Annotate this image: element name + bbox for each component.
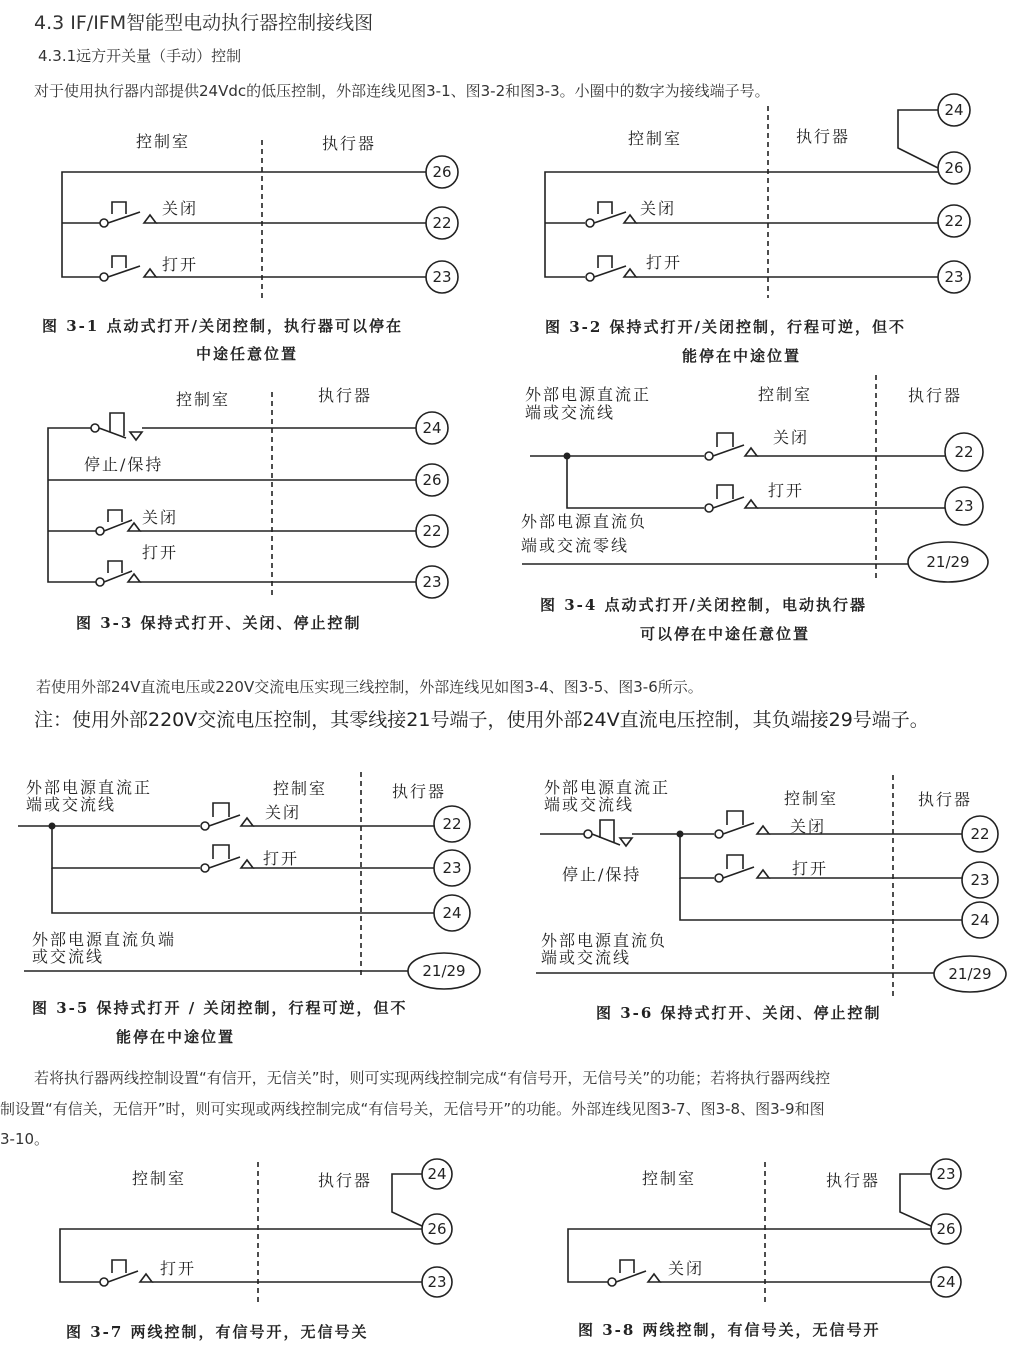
two-wire-paragraph-line-3: 3-10。 — [0, 1130, 50, 1148]
open-label: 打开 — [646, 253, 683, 272]
terminal-21-29: 21/29 — [422, 962, 466, 980]
ext-negative-label: 外部电源直流负端 — [32, 930, 177, 949]
figure-3-4 — [521, 375, 988, 643]
control-room-label: 控制室 — [273, 779, 328, 798]
terminal-22: 22 — [954, 443, 974, 461]
terminal-22: 22 — [944, 212, 964, 230]
actuator-label: 执行器 — [318, 386, 373, 405]
terminal-24: 24 — [944, 101, 964, 119]
terminal-23: 23 — [954, 497, 974, 515]
terminal-24: 24 — [970, 911, 990, 929]
ext-positive-label-cont: 端或交流线 — [544, 795, 635, 814]
terminal-22: 22 — [422, 522, 442, 540]
ext-negative-label: 外部电源直流负 — [541, 931, 668, 950]
terminal-22: 22 — [970, 825, 990, 843]
figure-caption-cont: 能停在中途位置 — [116, 1028, 236, 1046]
close-label: 关闭 — [640, 199, 677, 218]
open-label: 打开 — [162, 255, 199, 274]
terminal-23: 23 — [936, 1165, 956, 1183]
actuator-label: 执行器 — [908, 386, 963, 405]
figure-caption-cont: 能停在中途位置 — [682, 347, 802, 365]
close-label: 关闭 — [265, 803, 302, 822]
control-room-label: 控制室 — [132, 1169, 187, 1188]
figure-caption-cont: 中途任意位置 — [196, 345, 299, 363]
figure-caption: 图 3-3 保持式打开、关闭、停止控制 — [76, 614, 362, 632]
open-label: 打开 — [792, 859, 829, 878]
figure-caption-cont: 可以停在中途任意位置 — [640, 625, 811, 643]
control-room-label: 控制室 — [136, 132, 191, 151]
note-paragraph: 注：使用外部220V交流电压控制，其零线接21号端子，使用外部24V直流电压控制，其负端接29号端子。 — [34, 709, 929, 731]
figure-caption: 图 3-7 两线控制，有信号开，无信号关 — [66, 1323, 369, 1341]
figure-3-3 — [48, 386, 448, 632]
terminal-26: 26 — [422, 471, 442, 489]
figure-3-6 — [536, 775, 1006, 1022]
control-room-label: 控制室 — [784, 789, 839, 808]
terminal-24: 24 — [936, 1273, 956, 1291]
actuator-label: 执行器 — [318, 1171, 373, 1190]
figure-3-2 — [545, 94, 970, 365]
ext-positive-label: 外部电源直流正 — [544, 778, 671, 797]
two-wire-paragraph-line-1: 若将执行器两线控制设置“有信开，无信关”时，则可实现两线控制完成“有信号开，无信号关”的功能；若将执行器两线控 — [34, 1069, 831, 1087]
ext-positive-label-cont: 端或交流线 — [525, 403, 616, 422]
ext-negative-label-cont: 端或交流线 — [541, 948, 632, 967]
stop-hold-label: 停止/保持 — [84, 455, 164, 474]
intro-paragraph: 对于使用执行器内部提供24Vdc的低压控制，外部连线见图3-1、图3-2和图3-3。小圈中的数字为接线端子号。 — [34, 82, 770, 100]
actuator-label: 执行器 — [826, 1171, 881, 1190]
terminal-23: 23 — [970, 871, 990, 889]
open-label: 打开 — [142, 543, 179, 562]
open-label: 打开 — [768, 481, 805, 500]
terminal-26: 26 — [936, 1220, 956, 1238]
actuator-label: 执行器 — [796, 127, 851, 146]
terminal-24: 24 — [427, 1165, 447, 1183]
terminal-23: 23 — [422, 573, 442, 591]
close-label: 关闭 — [773, 428, 810, 447]
terminal-26: 26 — [432, 163, 452, 181]
close-label: 关闭 — [142, 508, 179, 527]
terminal-22: 22 — [432, 214, 452, 232]
ext-negative-label: 外部电源直流负 — [521, 512, 648, 531]
terminal-26: 26 — [427, 1220, 447, 1238]
open-label: 打开 — [263, 849, 300, 868]
two-wire-paragraph-line-2: 制设置“有信关，无信开”时，则可实现或两线控制完成“有信号关，无信号开”的功能。外部连线见图3-7、图3-8、图3-9和图 — [0, 1100, 825, 1118]
subsection-heading: 4.3.1远方开关量（手动）控制 — [38, 47, 242, 65]
figure-caption: 图 3-5 保持式打开 / 关闭控制，行程可逆，但不 — [32, 999, 408, 1017]
section-heading: 4.3 IF/IFM智能型电动执行器控制接线图 — [34, 12, 374, 34]
figure-caption: 图 3-8 两线控制，有信号关，无信号开 — [578, 1321, 881, 1339]
control-room-label: 控制室 — [642, 1169, 697, 1188]
actuator-label: 执行器 — [392, 782, 447, 801]
terminal-26: 26 — [944, 159, 964, 177]
control-room-label: 控制室 — [176, 390, 231, 409]
close-label: 关闭 — [790, 817, 827, 836]
figure-caption: 图 3-6 保持式打开、关闭、停止控制 — [596, 1004, 882, 1022]
close-label: 关闭 — [668, 1259, 705, 1278]
open-label: 打开 — [160, 1259, 197, 1278]
terminal-21-29: 21/29 — [926, 553, 970, 571]
terminal-24: 24 — [442, 904, 462, 922]
actuator-label: 执行器 — [322, 134, 377, 153]
ext-negative-label-cont: 端或交流零线 — [521, 536, 630, 555]
terminal-23: 23 — [944, 268, 964, 286]
ext-negative-label-cont: 或交流线 — [32, 947, 105, 966]
control-room-label: 控制室 — [628, 129, 683, 148]
terminal-23: 23 — [427, 1273, 447, 1291]
stop-hold-label: 停止/保持 — [562, 865, 642, 884]
close-label: 关闭 — [162, 199, 199, 218]
terminal-23: 23 — [442, 859, 462, 877]
terminal-22: 22 — [442, 815, 462, 833]
ext-positive-label: 外部电源直流正 — [525, 385, 652, 404]
figure-caption: 图 3-2 保持式打开/关闭控制，行程可逆，但不 — [545, 318, 907, 336]
terminal-23: 23 — [432, 268, 452, 286]
figure-caption: 图 3-4 点动式打开/关闭控制，电动执行器 — [540, 596, 868, 614]
control-room-label: 控制室 — [758, 385, 813, 404]
terminal-24: 24 — [422, 419, 442, 437]
ext-positive-label-cont: 端或交流线 — [26, 795, 117, 814]
figure-3-8 — [568, 1159, 961, 1340]
three-wire-paragraph: 若使用外部24V直流电压或220V交流电压实现三线控制，外部连线见如图3-4、图3-5、图3-6所示。 — [36, 678, 703, 696]
ext-positive-label: 外部电源直流正 — [26, 778, 153, 797]
figure-3-1 — [42, 132, 458, 363]
terminal-21-29: 21/29 — [948, 965, 992, 983]
actuator-label: 执行器 — [918, 790, 973, 809]
figure-3-5 — [18, 772, 480, 1046]
figure-caption: 图 3-1 点动式打开/关闭控制，执行器可以停在 — [42, 317, 404, 335]
figure-3-7 — [60, 1159, 452, 1342]
